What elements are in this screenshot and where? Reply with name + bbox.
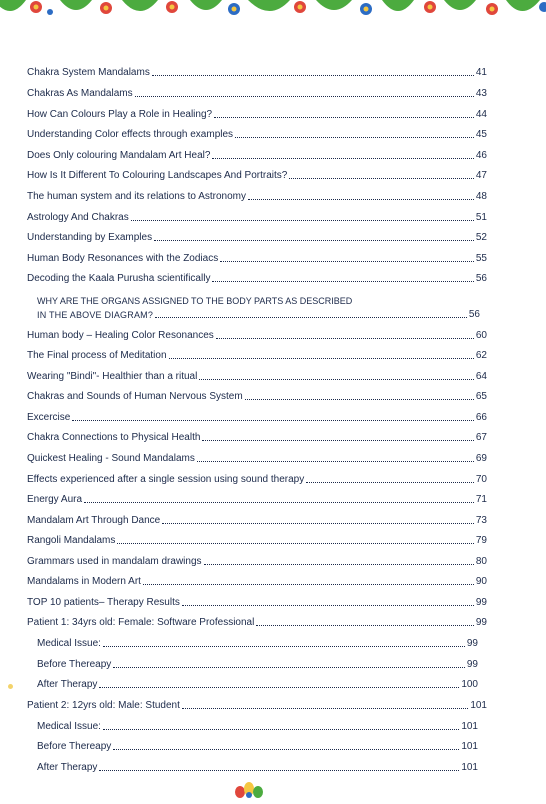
- toc-entry: [27, 490, 487, 506]
- dot-leader: [162, 523, 474, 524]
- toc-entry-title: Chakra System Mandalams: [27, 67, 150, 78]
- toc-entry-page: 64: [475, 371, 487, 382]
- toc-entry-page: 101: [461, 721, 478, 732]
- dot-leader: [113, 749, 459, 750]
- toc-entry-page: 101: [461, 741, 478, 752]
- toc-entry-title: Understanding Color effects through examples: [27, 129, 234, 140]
- toc-heading-line: WHY ARE THE ORGANS ASSIGNED TO THE BODY PARTS AS DESCRIBED: [37, 296, 353, 306]
- dot-leader: [248, 199, 474, 200]
- toc-entry-title: Mandalams in Modern Art: [27, 576, 141, 587]
- toc-entry-title: Mandalam Art Through Dance: [27, 515, 161, 526]
- dot-leader: [169, 358, 474, 359]
- toc-entry-page: 100: [461, 679, 478, 690]
- toc-entry-title: Understanding by Examples: [27, 232, 153, 243]
- toc-entry-title: Quickest Healing - Sound Mandalams: [27, 453, 195, 464]
- toc-entry-page: 48: [475, 191, 487, 202]
- toc-entry: [37, 305, 480, 321]
- toc-entry: [27, 208, 487, 224]
- toc-entry: [27, 593, 487, 609]
- toc-entry-title: Before Thereapy: [37, 659, 112, 670]
- dot-leader: [289, 178, 474, 179]
- dot-leader: [212, 281, 473, 282]
- dot-leader: [117, 543, 473, 544]
- toc-entry-page: 101: [461, 762, 478, 773]
- toc-entry-title: Wearing "Bindi"- Healthier than a ritual: [27, 371, 198, 382]
- toc-entry-page: 46: [475, 150, 487, 161]
- toc-entry: [27, 470, 487, 486]
- toc-entry-page: 62: [475, 350, 487, 361]
- toc-entry-page: 66: [475, 412, 487, 423]
- dot-leader: [235, 137, 474, 138]
- toc-entry-title: Chakra Connections to Physical Health: [27, 432, 201, 443]
- toc-entry-title: The Final process of Meditation: [27, 350, 167, 361]
- toc-entry-title: Rangoli Mandalams: [27, 535, 116, 546]
- dot-leader: [99, 770, 459, 771]
- dot-leader: [154, 240, 474, 241]
- toc-entry-title: Astrology And Chakras: [27, 212, 129, 223]
- toc-entry: [27, 187, 487, 203]
- toc-entry-page: 67: [475, 432, 487, 443]
- toc-entry-title: How Is It Different To Colouring Landscapes And Portraits?: [27, 170, 288, 181]
- toc-entry: [27, 408, 487, 424]
- toc-entry-page: 70: [475, 474, 487, 485]
- toc-entry-page: 90: [475, 576, 487, 587]
- toc-entry: [27, 84, 487, 100]
- toc-entry-page: 60: [475, 330, 487, 341]
- toc-entry: [27, 613, 487, 629]
- toc-entry-page: 71: [475, 494, 487, 505]
- toc-entry: [27, 511, 487, 527]
- toc-entry: [27, 326, 487, 342]
- toc-entry-page: 41: [475, 67, 487, 78]
- toc-entry: [37, 655, 478, 671]
- toc-entry-title: Human Body Resonances with the Zodiacs: [27, 253, 219, 264]
- toc-entry-page: 65: [475, 391, 487, 402]
- toc-entry-title: How Can Colours Play a Role in Healing?: [27, 109, 213, 120]
- dot-leader: [135, 96, 474, 97]
- dot-leader: [197, 461, 474, 462]
- dot-leader: [103, 729, 459, 730]
- toc-entry-page: 80: [475, 556, 487, 567]
- dot-leader: [212, 158, 473, 159]
- dot-leader: [220, 261, 474, 262]
- hand-print-ornament-icon: [232, 780, 266, 799]
- toc-entry-title: Patient 1: 34yrs old: Female: Software Professional: [27, 617, 255, 628]
- dot-leader: [182, 605, 474, 606]
- toc-entry: [27, 552, 487, 568]
- toc-entry-title: Decoding the Kaala Purusha scientifically: [27, 273, 211, 284]
- toc-entry-page: 99: [475, 597, 487, 608]
- toc-entry-title: Medical Issue:: [37, 638, 101, 649]
- toc-entry: [27, 696, 487, 712]
- dot-leader: [216, 338, 474, 339]
- toc-entry: [27, 146, 487, 162]
- toc-entry: [27, 63, 487, 79]
- toc-entry: [27, 249, 487, 265]
- toc-entry: [27, 346, 487, 362]
- toc-entry: [27, 572, 487, 588]
- dot-leader: [155, 317, 467, 318]
- toc-entry-page: 69: [475, 453, 487, 464]
- toc-entry-page: 56: [475, 273, 487, 284]
- toc-entry-title: Human body – Healing Color Resonances: [27, 330, 214, 341]
- dot-leader: [202, 440, 473, 441]
- toc-entry-page: 101: [470, 700, 487, 711]
- toc-entry-page: 56: [468, 309, 480, 320]
- dot-leader: [152, 75, 474, 76]
- toc-entry: [27, 228, 487, 244]
- toc-entry: [27, 387, 487, 403]
- toc-entry-title: After Therapy: [37, 679, 98, 690]
- toc-entry: [37, 737, 478, 753]
- dot-leader: [199, 379, 474, 380]
- toc-entry-title: Chakras and Sounds of Human Nervous System: [27, 391, 243, 402]
- toc-entry-title: IN THE ABOVE DIAGRAM?: [37, 310, 154, 320]
- toc-entry: [27, 449, 487, 465]
- toc-entry-title: Medical Issue:: [37, 721, 101, 732]
- dot-leader: [143, 584, 474, 585]
- toc-entry: [37, 675, 478, 691]
- toc-entry: [27, 531, 487, 547]
- toc-entry: [37, 758, 478, 774]
- toc-entry-title: Does Only colouring Mandalam Art Heal?: [27, 150, 211, 161]
- dot-leader: [103, 646, 465, 647]
- toc-entry-page: 44: [475, 109, 487, 120]
- toc-entry: [27, 367, 487, 383]
- dot-leader: [182, 708, 468, 709]
- toc-entry-title: Before Thereapy: [37, 741, 112, 752]
- dot-leader: [99, 687, 459, 688]
- toc-entry: [27, 125, 487, 141]
- dot-leader: [84, 502, 474, 503]
- toc-entry-page: 45: [475, 129, 487, 140]
- toc-entry-title: Excercise: [27, 412, 71, 423]
- toc-entry-title: After Therapy: [37, 762, 98, 773]
- toc-entry-page: 99: [466, 659, 478, 670]
- toc-entry-page: 47: [475, 170, 487, 181]
- toc-entry-title: Grammars used in mandalam drawings: [27, 556, 202, 567]
- toc-entry-page: 51: [475, 212, 487, 223]
- toc-entry-title: Patient 2: 12yrs old: Male: Student: [27, 700, 180, 711]
- toc-entry-page: 99: [475, 617, 487, 628]
- dot-leader: [256, 625, 474, 626]
- toc-entry: [27, 428, 487, 444]
- toc-entry-title: Energy Aura: [27, 494, 83, 505]
- toc-entry-page: 73: [475, 515, 487, 526]
- toc-entry: [27, 105, 487, 121]
- toc-entry-page: 99: [466, 638, 478, 649]
- toc-entry-title: Chakras As Mandalams: [27, 88, 133, 99]
- dot-leader: [72, 420, 474, 421]
- toc-entry-title: The human system and its relations to Astronomy: [27, 191, 246, 202]
- dot-leader: [306, 482, 474, 483]
- dot-leader: [245, 399, 474, 400]
- dot-leader: [131, 220, 474, 221]
- toc-entry: [37, 717, 478, 733]
- toc-entry-title: TOP 10 patients– Therapy Results: [27, 597, 180, 608]
- toc-entry-page: 43: [475, 88, 487, 99]
- toc-entry: [27, 269, 487, 285]
- dot-leader: [204, 564, 474, 565]
- dot-leader: [214, 117, 474, 118]
- toc-entry-page: 52: [475, 232, 487, 243]
- toc-entry-page: 55: [475, 253, 487, 264]
- dot-leader: [113, 667, 465, 668]
- toc-entry: [37, 634, 478, 650]
- toc-entry-title: Effects experienced after a single session using sound therapy: [27, 474, 305, 485]
- toc-entry-page: 79: [475, 535, 487, 546]
- toc-entry: [27, 166, 487, 182]
